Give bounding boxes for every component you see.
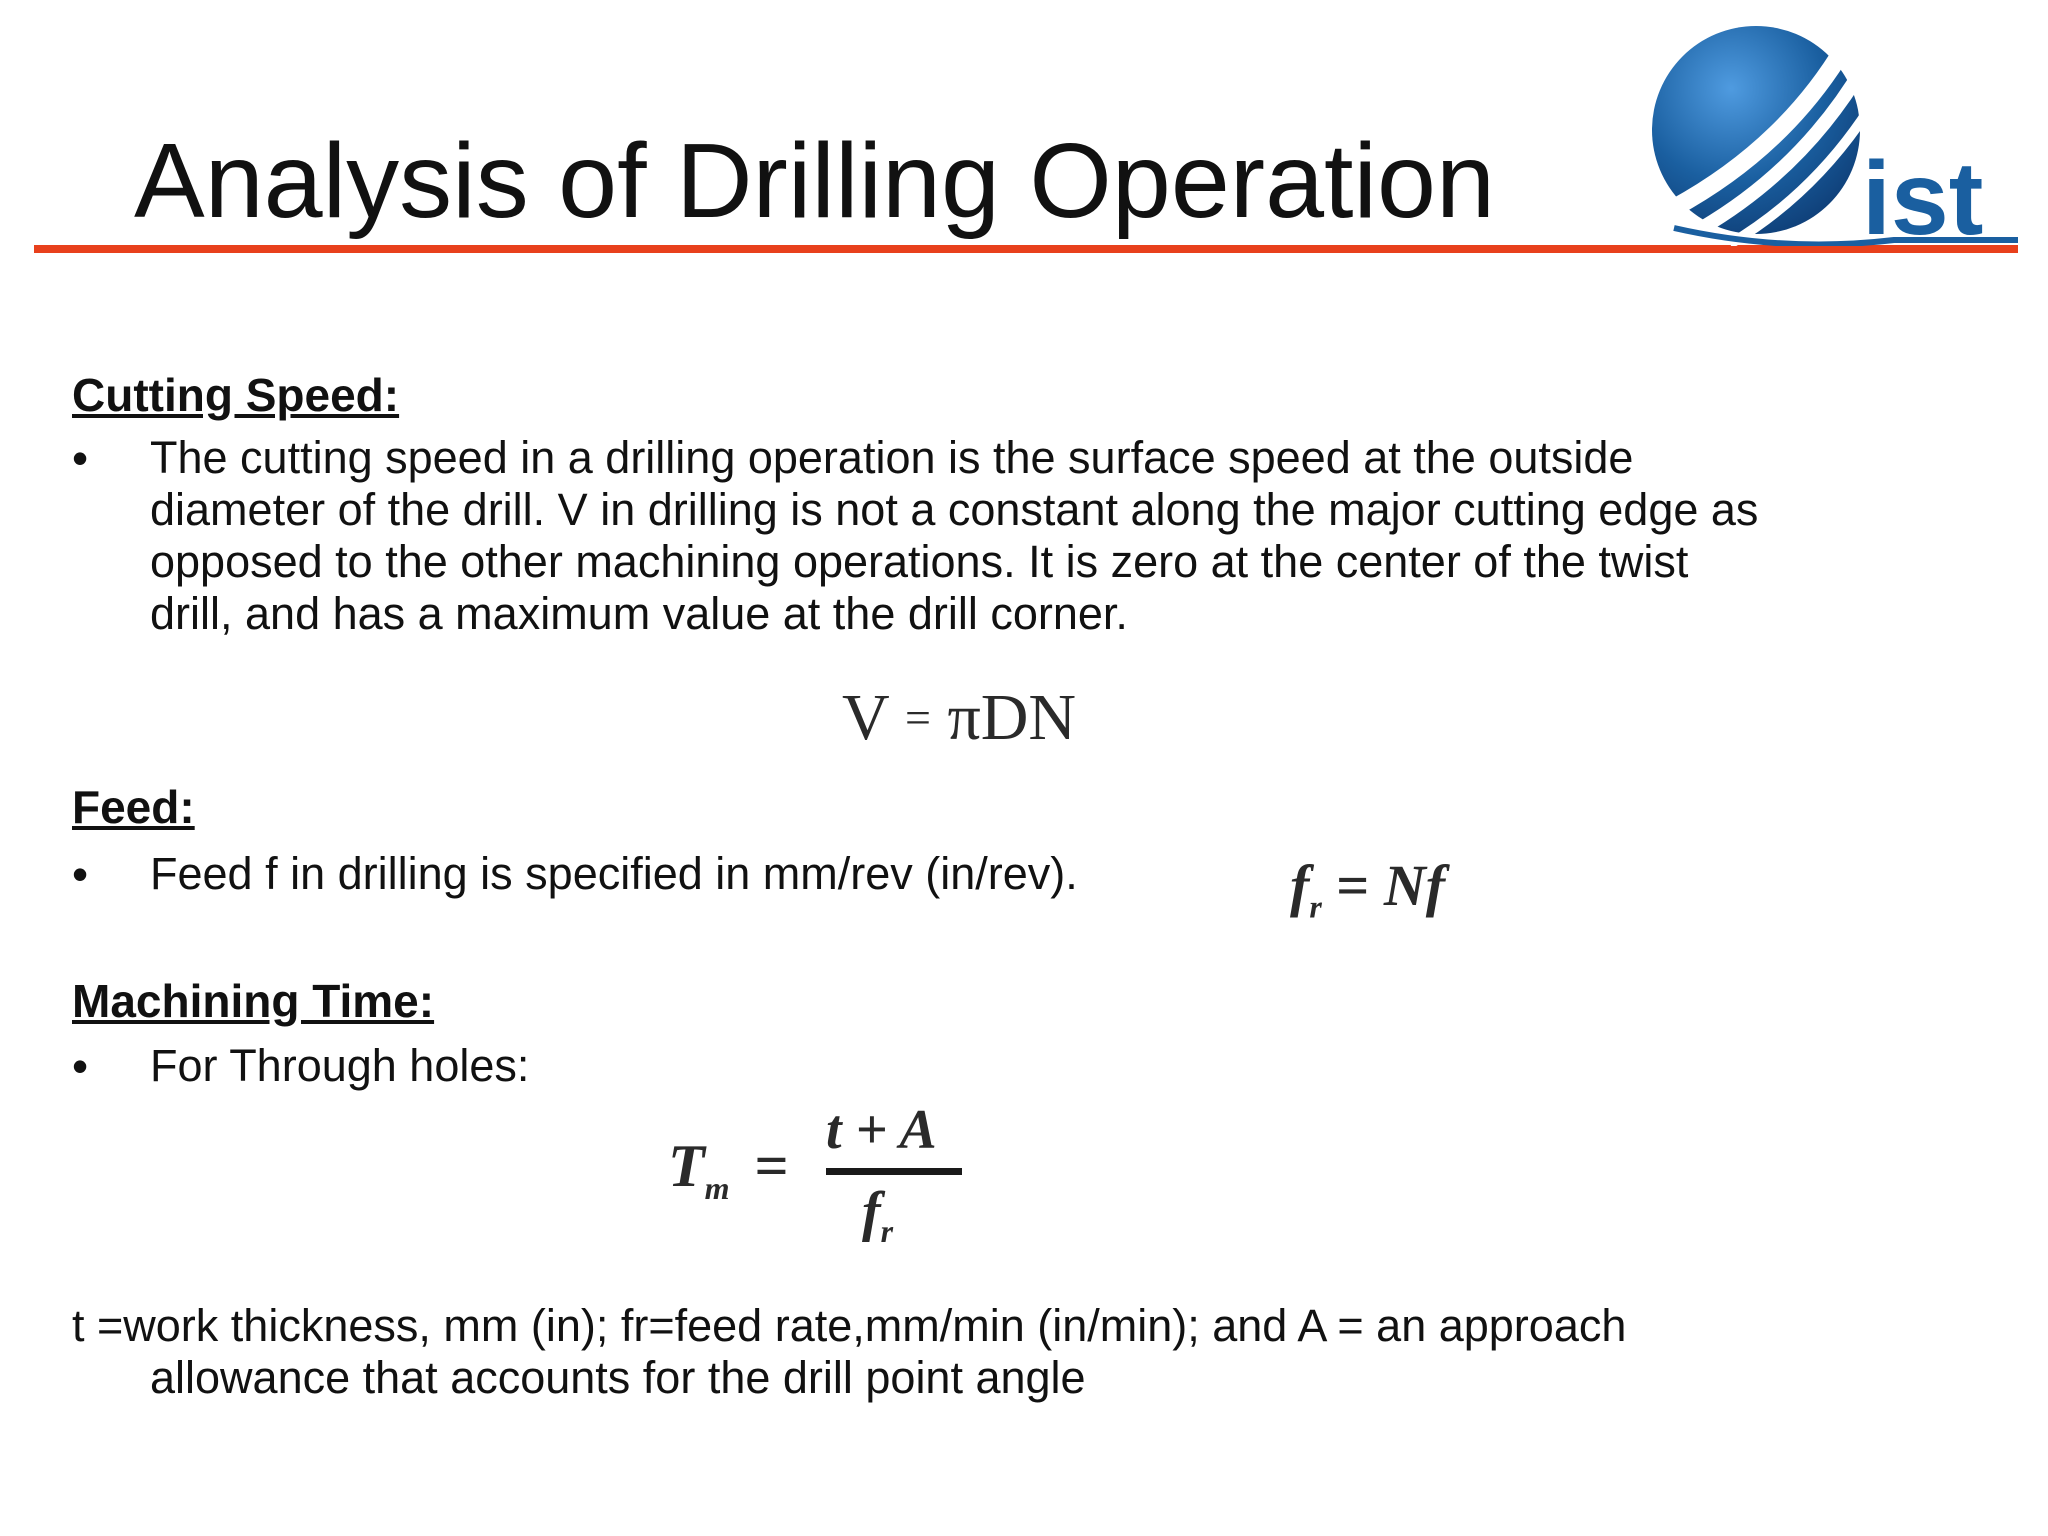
cutting-speed-heading: Cutting Speed: [72, 369, 400, 421]
note-line: allowance that accounts for the drill point angle [150, 1352, 1086, 1403]
equation-subscript: m [704, 1170, 730, 1206]
equation-equals: = [904, 692, 931, 743]
feed-equation [1290, 852, 1445, 926]
variable-definitions [72, 1300, 2048, 1404]
paragraph-line: opposed to the other machining operations. It is zero at the center of the twist [150, 536, 1689, 587]
equation-rhs: Nf [1383, 853, 1446, 918]
title-underline [34, 245, 2018, 253]
equation-numerator [826, 1098, 937, 1162]
equation-lhs: T [668, 1133, 705, 1199]
equation-lhs-group [668, 1132, 789, 1207]
paragraph-line: The cutting speed in a drilling operation is the surface speed at the outside [150, 432, 1634, 483]
machining-time-heading: Machining Time: [72, 975, 435, 1027]
machining-time-text: For Through holes: [150, 1040, 530, 1091]
equation-rhs: πDN [947, 681, 1077, 754]
bullet-marker: • [72, 432, 89, 484]
equation-lhs: f [1290, 853, 1310, 918]
equation-denominator [862, 1180, 893, 1250]
ist-logo-graphic [1634, 18, 2018, 246]
numerator-text: t + A [826, 1099, 937, 1161]
paragraph-line: drill, and has a maximum value at the drill corner. [150, 588, 1128, 639]
logo-text: ist [1862, 141, 1984, 246]
paragraph-line: diameter of the drill. V in drilling is not a constant along the major cutting edge as [150, 484, 1759, 535]
equation-lhs: V [842, 681, 889, 754]
equation-subscript: r [1309, 888, 1322, 925]
denominator-text: f [862, 1181, 881, 1243]
note-line: t =work thickness, mm (in); fr=feed rate,mm/min (in/min); and A = an approach [72, 1300, 1627, 1351]
cutting-speed-equation [842, 680, 1076, 756]
ist-logo [1634, 18, 2018, 246]
fraction-bar [826, 1168, 962, 1175]
equation-equals: = [754, 1133, 789, 1199]
bullet-marker: • [72, 1040, 89, 1092]
feed-text: Feed f in drilling is specified in mm/rev (in/rev). [150, 848, 1078, 899]
bullet-marker: • [72, 848, 89, 900]
cutting-speed-paragraph [150, 432, 2010, 640]
feed-heading: Feed: [72, 781, 195, 833]
slide-title: Analysis of Drilling Operation [134, 122, 1495, 240]
denominator-subscript: r [880, 1213, 894, 1250]
equation-equals: = [1336, 853, 1370, 918]
